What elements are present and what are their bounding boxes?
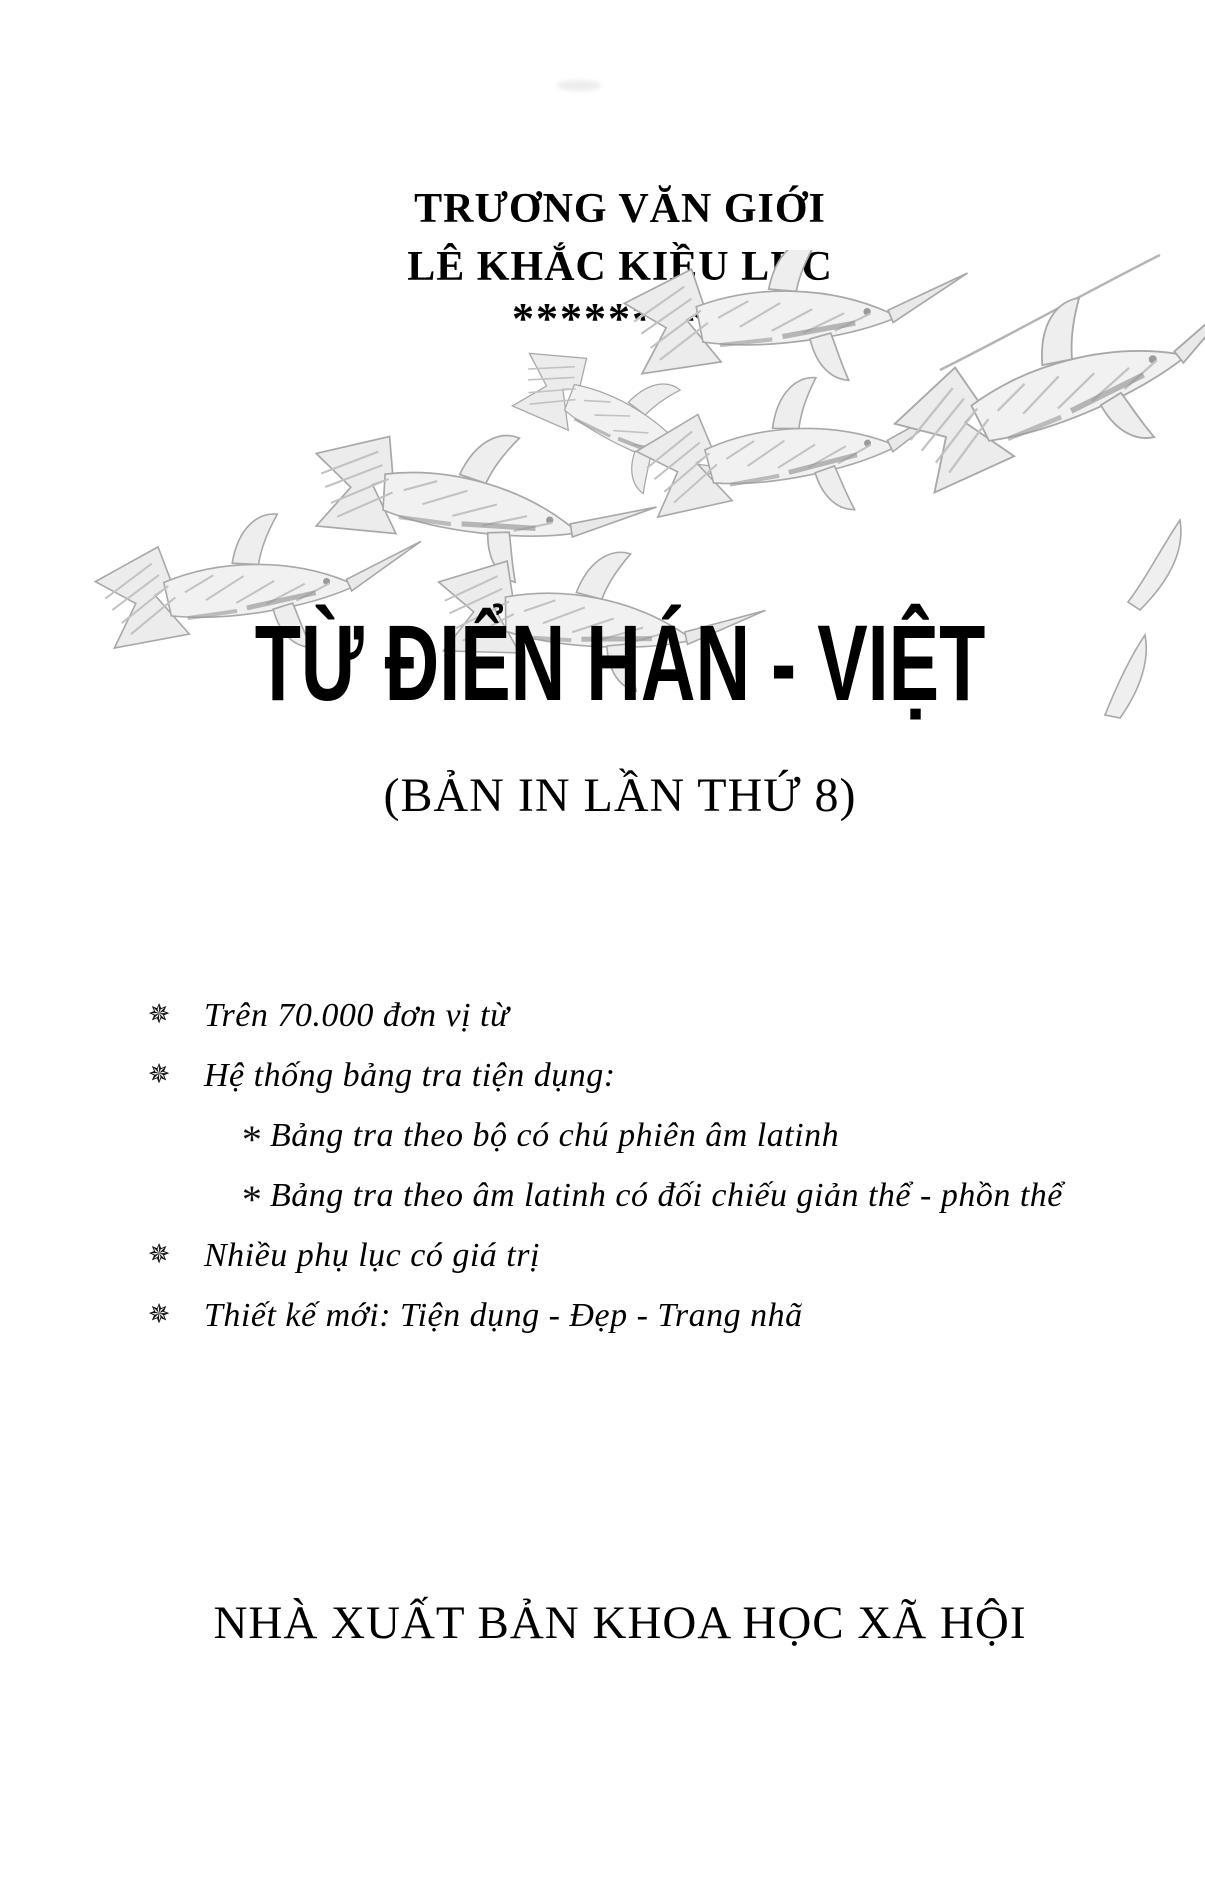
feature-text: Thiết kế mới: Tiện dụng - Đẹp - Trang nhã: [204, 1297, 803, 1334]
feature-text: Bảng tra theo âm latinh có đối chiếu giản thể - phồn thể: [270, 1177, 1063, 1214]
edition-note: (BẢN IN LẦN THỨ 8): [383, 769, 857, 822]
flower-asterisk-bullet-icon: ✵: [147, 999, 171, 1030]
feature-item: [140, 1054, 1120, 1114]
feature-text: Nhiều phụ lục có giá trị: [204, 1237, 540, 1274]
feature-text: Trên 70.000 đơn vị từ: [204, 997, 510, 1034]
publisher-name: NHÀ XUẤT BẢN KHOA HỌC XÃ HỘI: [213, 1597, 1027, 1649]
asterisk-bullet-icon: *: [240, 1177, 260, 1222]
author-line-2: LÊ KHẮC KIỀU LỤC: [407, 244, 833, 290]
asterisk-bullet-icon: *: [240, 1117, 260, 1162]
author-line-1: TRƯƠNG VĂN GIỚI: [414, 186, 826, 232]
book-title: TỪ ĐIỂN HÁN - VIỆT: [254, 602, 986, 723]
feature-item: [140, 1234, 1120, 1294]
asterisk-divider: *********: [512, 294, 728, 343]
feature-item: [140, 994, 1120, 1054]
scan-artifact: [557, 80, 601, 91]
feature-item: [140, 1294, 1120, 1354]
feature-subitem: [140, 1174, 1120, 1234]
feature-subitem: [140, 1114, 1120, 1174]
flower-asterisk-bullet-icon: ✵: [147, 1239, 171, 1270]
flower-asterisk-bullet-icon: ✵: [147, 1299, 171, 1330]
feature-text: Bảng tra theo bộ có chú phiên âm latinh: [270, 1117, 840, 1154]
flower-asterisk-bullet-icon: ✵: [147, 1059, 171, 1090]
feature-list: [140, 994, 1120, 1354]
feature-text: Hệ thống bảng tra tiện dụng:: [204, 1057, 616, 1094]
